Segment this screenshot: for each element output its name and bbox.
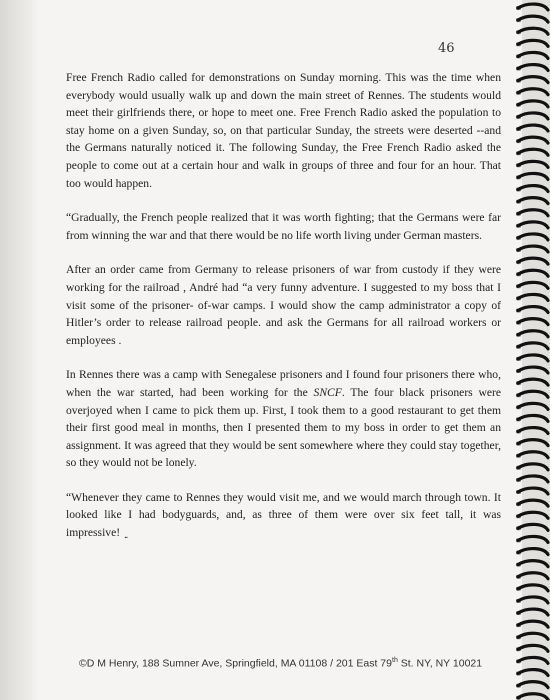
spiral-binding: [514, 0, 550, 700]
paragraph-5-text: “Whenever they came to Rennes they would visit me, and we would march through town. It looked like I had bodyguards, and, as three of them were over six feet tall, it was impressive!: [66, 490, 501, 540]
paragraph-4-text-a: In Rennes there was a camp with Senegalese prisoners and I found four prisoners there who, when the war started, had been working for the: [66, 368, 501, 399]
page-number: 46: [438, 41, 455, 56]
paragraph-4: [66, 366, 501, 472]
copyright-footer: [79, 657, 482, 670]
sncf-italic: SNCF: [313, 385, 342, 399]
footer-text-a: ©D M Henry, 188 Sumner Ave, Springfield, MA 01108 / 201 East 79: [79, 657, 392, 670]
paragraph-2: “Gradually, the French people realized that it was worth fighting; that the Germans were far from winning the war and that there would be no life worth living under German masters.: [66, 211, 501, 242]
paragraph-5: [66, 489, 501, 543]
footer-text-b: St. NY, NY 10021: [397, 657, 483, 670]
paragraph-1: Free French Radio called for demonstrations on Sunday morning. This was the time when everybody would usually walk up and down the main street of Rennes. The students would meet their girlfriends there, or hope to meet one. Free French Radio asked the population to stay home on a given Sunday, so, on that particular Sunday, the streets were deserted --and the Germans naturally noticed it. The following Sunday, the Free French Radio asked the people to come out at a certain hour and walk in groups of three and four for an hour. That too would happen.: [66, 71, 501, 190]
paper-shade: [0, 0, 40, 700]
footer-superscript: th: [392, 657, 398, 664]
paragraph-4-text-b: . The four black prisoners were overjoyed when I came to pick them up. First, I took them to a good restaurant to get them their first good meal in months, then I presented them to my boss in order to get them an assignment. It was agreed that they would be sent somewhere where they could stay together, so they would not be lonely.: [66, 385, 502, 470]
paragraph-3: After an order came from Germany to release prisoners of war from custody if they were working for the railroad , André had “a very funny adventure. I suggested to my boss that I visit some of the prisoner- of-war camps. I would show the camp administrator a copy of Hitler’s order to release railroad people. and ask the Germans for all railroad workers or employees .: [66, 263, 501, 347]
paragraph-5-tail-mark: ..: [124, 530, 128, 542]
body-text: [66, 69, 501, 543]
